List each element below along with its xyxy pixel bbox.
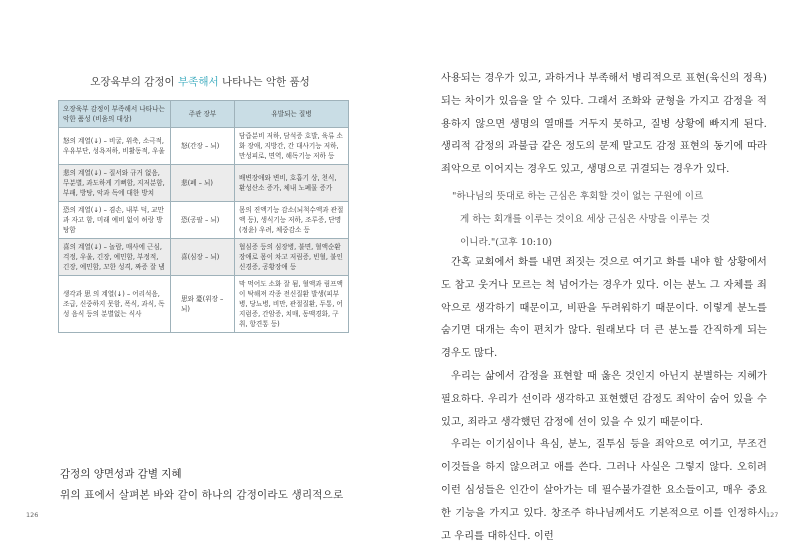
cell-trait: 恐의 계열(↓) – 겸손, 내부 덕, 교만과 자고 함, 미래 예비 없이 허랑 방탕함 [59, 202, 171, 239]
cell-trait: 생각과 思 의 계열(↓) – 어리석음, 조급, 신중하지 못함, 폭식, 과식, 독성 음식 등의 분별없는 식사 [59, 276, 171, 333]
bible-quote [452, 185, 762, 254]
cell-disease: 막 먹어도 소화 잘 됨, 혈액과 림프액이 탁해져 각종 전신질환 발생(피부병, 당뇨병, 비만, 관절질환, 두통, 어지럼증, 간암증, 치매, 동맥경화, 구취, 항견통 등) [235, 276, 349, 333]
table-row [59, 202, 349, 239]
body-text-left: 위의 표에서 살펴본 바와 같이 하나의 감정이라도 생리적으로 [60, 489, 344, 501]
page-number-right: 127 [766, 511, 779, 519]
cell-disease: 담즙분비 저하, 담석증 호발, 육류 소화 장애, 지방간, 간 대사기능 저하, 만성피로, 면역, 해독기능 저하 등 [235, 128, 349, 165]
cell-trait: 怒의 계열(↓) – 비굴, 위축, 소극적, 우유부단, 성욕저하, 비활동적, 우울 [59, 128, 171, 165]
page-number-left: 126 [26, 511, 39, 519]
cell-organ: 思와 憂(위장 – 뇌) [171, 276, 235, 333]
section-heading: 감정의 양면성과 감별 지혜 [60, 468, 182, 480]
table-title [0, 74, 400, 89]
header-disease: 유발되는 질병 [235, 101, 349, 128]
cell-trait: 喜의 계열(↓) – 놀람, 매사에 근심, 걱정, 우울, 긴장, 예민함, 부정적, 긴장, 예민함, 꼬한 성격, 짜증 잘 냄 [59, 239, 171, 276]
cell-disease: 배변장애와 변비, 호흡기 상, 천식, 환성산소 증가, 체내 노폐물 증가 [235, 165, 349, 202]
right-page [400, 0, 800, 560]
header-organ: 주관 장부 [171, 101, 235, 128]
paragraph-2: 간혹 교회에서 화를 내면 죄짓는 것으로 여기고 화를 내야 할 상황에서도 참고 웃거나 모르는 척 넘어가는 경우가 있다. 이는 분노 그 자체를 죄악으로 생각하기 때문이고, 비판을 두려워하기 때문이다. 이렇게 분노를 숨기면 대개는 속이 편치가 않다. 원래보다 더 큰 분노를 간직하게 되는 경우도 많다. [441, 257, 767, 360]
header-trait: 오장육부 감정이 부족해서 나타나는 악한 품성 (비움의 대상) [59, 101, 171, 128]
quote-line: "하나님의 뜻대로 하는 근심은 후회할 것이 없는 구원에 이르 [452, 191, 704, 202]
table-row [59, 165, 349, 202]
table-row [59, 239, 349, 276]
cell-organ: 悲(폐 – 뇌) [171, 165, 235, 202]
paragraph-4: 우리는 이기심이나 욕심, 분노, 질투심 등을 죄악으로 여기고, 무조건 이것들을 하지 않으려고 애를 쓴다. 그러나 사실은 그렇지 않다. 오히려 이런 심성들은 인간이 살아가는 데 필수불가결한 요소들이고, 매우 중요한 기능을 가지고 있다. 창조주 하나님께서도 기본적으로 이를 인정하시고 우리를 대하신다. 이런 [441, 439, 767, 542]
table-row [59, 128, 349, 165]
table-title-highlight: 부족해서 [178, 76, 219, 88]
cell-disease: 협심증 등의 심장병, 불면, 혈액순환장애로 몸이 차고 저림증, 빈혈, 불인신경증, 공황장애 등 [235, 239, 349, 276]
cell-organ: 怒(간장 – 뇌) [171, 128, 235, 165]
cell-organ: 喜(심장 – 뇌) [171, 239, 235, 276]
cell-trait: 悲의 계열(↓) – 질서와 규거 없음, 무분별, 과도하게 기뻐함, 지저분함, 부패, 방탕, 악과 독에 대한 방치 [59, 165, 171, 202]
table-row [59, 276, 349, 333]
paragraph-1 [441, 68, 767, 182]
quote-line: 게 하는 회개를 이루는 것이요 세상 근심은 사망을 이루는 것 [460, 214, 710, 225]
table-title-text-end: 나타나는 악한 품성 [218, 76, 310, 88]
paragraph-1-text: 사용되는 경우가 있고, 과하거나 부족해서 병리적으로 표현(육신의 정욕)되는 차이가 있음을 알 수 있다. 그래서 조화와 균형을 가지고 감정을 적용하지 않으면 생명의 열매를 거두지 못하고, 질병 상황에 빠지게 된다. 생리적 감정의 과불급 같은 정도의 문제 말고도 감정 표현의 동기에 따라 죄악으로 이어지는 경우도 있고, 생명으로 귀결되는 경우가 있다. [441, 73, 767, 176]
paragraph-3: 우리는 삶에서 감정을 표현할 때 옳은 것인지 아닌지 분별하는 지혜가 필요하다. 우리가 선이라 생각하고 표현했던 감정도 죄악이 숨어 있을 수 있고, 죄라고 생각했던 감정에 선이 있을 수 있기 때문이다. [441, 370, 767, 428]
table-title-text: 오장육부의 감정이 [90, 76, 179, 88]
table-header-row [59, 101, 349, 128]
cell-organ: 恐(공팔 – 뇌) [171, 202, 235, 239]
body-text-right [441, 252, 767, 548]
emotion-table [58, 100, 349, 333]
quote-line: 이니라."(고후 10:10) [460, 237, 552, 248]
cell-disease: 몸의 진액기능 감소(뇌척수액과 관절액 등), 생식기능 저하, 조루증, 단명(정윤) 우려, 체중감소 등 [235, 202, 349, 239]
